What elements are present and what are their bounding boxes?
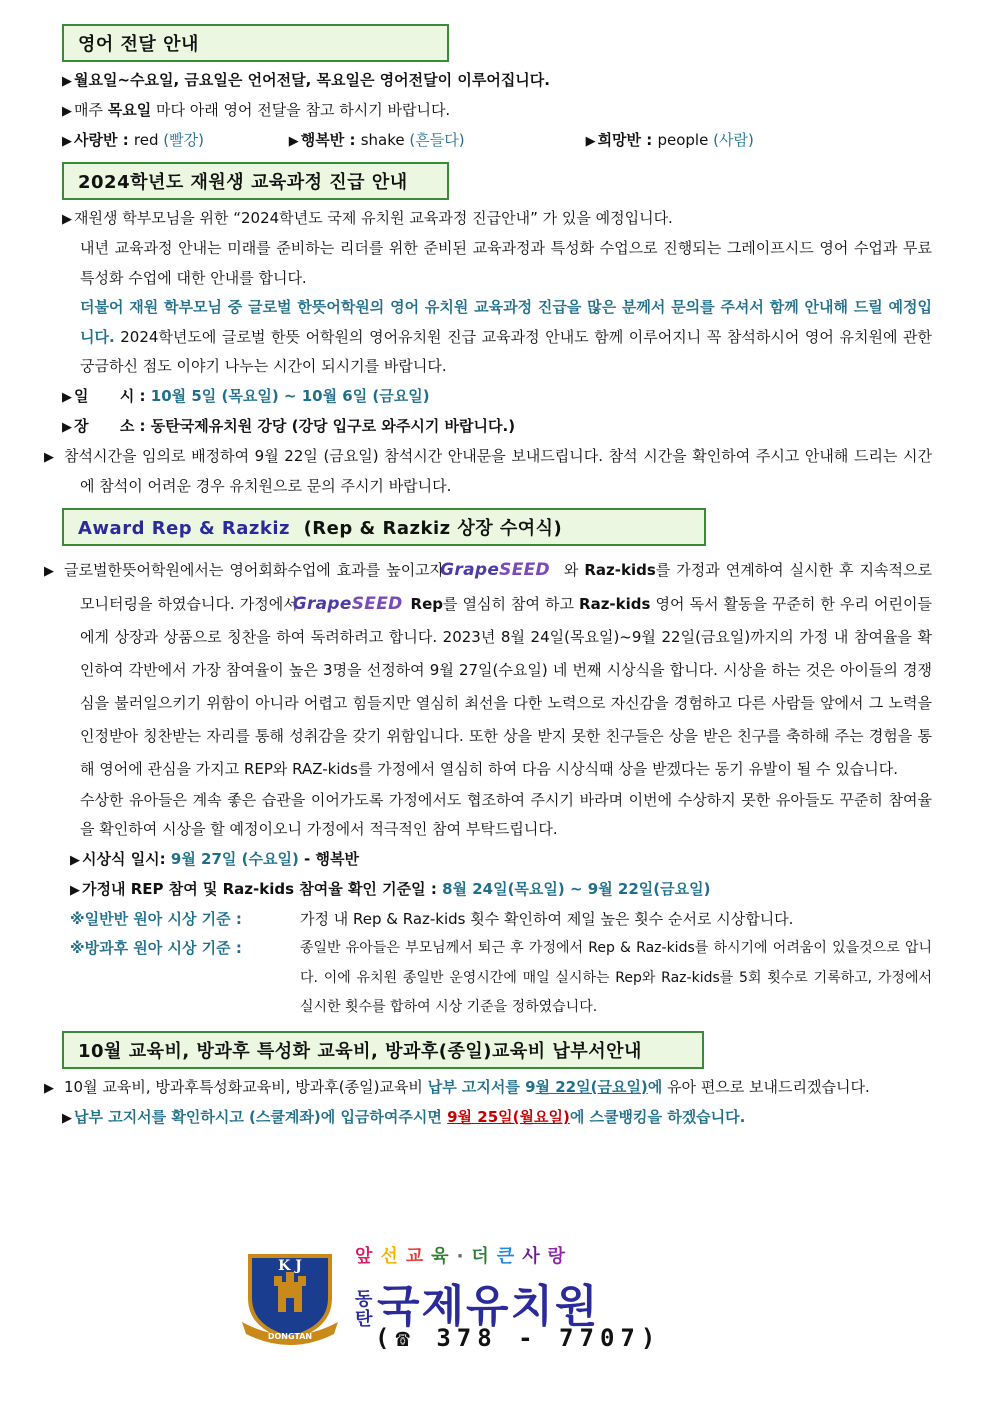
curriculum-desc: 내년 교육과정 안내는 미래를 준비하는 리더를 위한 준비된 교육과정과 특성화 수업으로 진행되는 그레이프시드 영어 수업과 무료 특성화 수업에 대한 안내를 합니다. [80, 239, 932, 287]
kindergarten-crest-icon [240, 1238, 340, 1346]
english-line-2: ▶ 매주 목요일 마다 아래 영어 전달을 참고 하시기 바랍니다. [62, 96, 932, 126]
triangle-bullet-icon: ▶ [62, 212, 72, 227]
curriculum-section [44, 162, 932, 502]
award-section-title: Award Rep & Razkiz (Rep & Razkiz 상장 수여식) [62, 508, 706, 546]
phone-number: (☎ 378 - 7707) [375, 1324, 662, 1352]
slogan-char: 사 [522, 1246, 548, 1267]
curriculum-notice: 더불어 재원 학부모님 중 글로벌 한뜻어학원의 영어 유치원 교육과정 진급을 많은 분께서 문의를 주셔서 함께 안내해 드릴 예정입니다. 2024학년도에 글로벌 한뜻 어학원의 영어유치원 진급 교육과정 안내도 함께 이루어지니 꼭 참석하시어 영어 유치원에 관한 궁금하신 점도 이야기 나누는 시간이 되시기를 바랍니다. [80, 298, 932, 375]
curriculum-intro: ▶ 재원생 학부모님을 위한 “2024학년도 국제 유치원 교육과정 진급안내” 가 있을 예정입니다. [62, 204, 932, 234]
triangle-bullet-icon: ▶ [288, 134, 299, 149]
triangle-bullet-icon: ▶ [62, 1111, 72, 1126]
class-sarang: ▶ 사랑반 : red (빨강) [62, 126, 284, 156]
curriculum-section-title: 2024학년도 재원생 교육과정 진급 안내 [62, 162, 449, 200]
award-encourage: 수상한 유아들은 계속 좋은 습관을 이어가도록 가정에서도 협조하여 주시기 바라며 이번에 수상하지 못한 유아들도 꾸준히 참여율을 확인하여 시상을 할 예정이오니 가정에서 적극적인 참여 부탁드립니다. [80, 790, 932, 838]
grapeseed-logo: GrapeSEED [440, 559, 550, 580]
payment-notice-1: ▶ 10월 교육비, 방과후특성화교육비, 방과후(종일)교육비 납부 고지서를 9월 22일(금요일)에 유아 편으로 보내드리겠습니다. [44, 1077, 870, 1096]
slogan-char: 선 [380, 1246, 406, 1267]
curriculum-date: ▶ 일 시 : 10월 5일 (목요일) ~ 10월 6일 (금요일) [62, 382, 932, 412]
triangle-bullet-icon: ▶ [62, 419, 72, 435]
triangle-bullet-icon: ▶ [585, 134, 596, 149]
class-haengbok: ▶ 행복반 : shake (흔들다) [289, 126, 581, 156]
payment-section-title: 10월 교육비, 방과후 특성화 교육비, 방과후(종일)교육비 납부서안내 [62, 1031, 704, 1069]
curriculum-time-notice: ▶ 참석시간을 임의로 배정하여 9월 22일 (금요일) 참석시간 안내문을 보내드립니다. 참석 시간을 확인하여 주시고 안내해 드리는 시간에 참석이 어려운 경우 유치원으로 문의 주시기 바랍니다. [44, 446, 932, 495]
award-description: ▶ 글로벌한뜻어학원에서는 영어회화수업에 효과를 높이고자 GrapeSEED 와 Raz-kids를 가정과 연계하여 실시한 후 지속적으로 모니터링을 하였습니다. 가정에서 GrapeSEED Rep를 열심히 참여 하고 Raz-kids 영어 독서 활동을 꾸준히 한 우리 어린이들에게 상장과 상품으로 칭찬을 하여 독려하려고 합니다. 2023년 8월 24일(목요일)~9월 22일(금요일)까지의 가정 내 참여율을 확인하여 각반에서 가장 참여율이 높은 3명을 선정하여 9월 27일(수요일) 네 번째 시상식을 합니다. 시상을 하는 것은 아이들의 경쟁심을 불러일으키기 위함이 아니라 어렵고 힘들지만 열심히 최선을 다한 노력으로 자신감을 경험하고 다른 사람들 앞에서 그 노력을 인정받아 칭찬받는 자리를 통해 성취감을 갖기 위함입니다. 또한 상을 받지 못한 친구들은 상을 받은 친구를 축하해 주는 경험을 통해 영어에 관심을 가지고 REP와 RAZ-kids를 가정에서 열심히 하여 다음 시상식때 상을 받겠다는 동기 유발이 될 수 있습니다. [62, 554, 932, 786]
newsletter-page [44, 24, 932, 1139]
crest-letters: K J [278, 1258, 302, 1274]
slogan-char: 랑 [547, 1246, 573, 1267]
english-section-title: 영어 전달 안내 [62, 24, 449, 62]
triangle-bullet-icon: ▶ [62, 134, 72, 149]
award-rule-regular: ※일반반 원아 시상 기준 : 가정 내 Rep & Raz-kids 횟수 확인하여 제일 높은 횟수 순서로 시상합니다. [70, 909, 794, 928]
english-classes-line [62, 126, 932, 156]
award-rule-afterschool: ※방과후 원아 시상 기준 : 종일반 유아들은 부모님께서 퇴근 후 가정에서 Rep & Raz-kids를 하시기에 어려움이 있을것으로 압니다. 이에 유치원 종일반 운영시간에 매일 실시하는 Rep와 Raz-kids를 5회 횟수로 기록하고, 가정에서 실시한 횟수를 합하여 시상 기준을 정하였습니다. [70, 939, 932, 1015]
triangle-bullet-icon: ▶ [62, 74, 72, 89]
english-section [62, 24, 932, 156]
curriculum-place: ▶ 장 소 : 동탄국제유치원 강당 (강당 입구로 와주시기 바랍니다.) [62, 412, 932, 442]
grapeseed-logo: GrapeSEED [292, 593, 403, 614]
kindergarten-name: 동 탄국제유치원 [355, 1281, 600, 1332]
slogan-char: · [456, 1246, 472, 1267]
triangle-bullet-icon: ▶ [62, 389, 72, 405]
triangle-bullet-icon: ▶ [62, 104, 72, 119]
slogan-char: 앞 [355, 1246, 381, 1267]
slogan [355, 1242, 573, 1268]
slogan-char: 큰 [496, 1246, 523, 1267]
award-section [44, 508, 932, 1023]
slogan-char: 더 [471, 1246, 497, 1267]
payment-notice-2: ▶ 납부 고지서를 확인하시고 (스쿨계좌)에 입금하여주시면 9월 25일(월요일)에 스쿨뱅킹을 하겠습니다. [62, 1103, 932, 1133]
class-huimang: ▶ 희망반 : people (사람) [586, 126, 754, 156]
award-date: ▶ 시상식 일시: 9월 27일 (수요일) - 행복반 [62, 845, 932, 875]
award-period: ▶ 가정내 REP 참여 및 Raz-kids 참여율 확인 기준일 : 8월 24일(목요일) ~ 9월 22일(금요일) [62, 875, 932, 905]
english-line-1: ▶ 월요일~수요일, 금요일은 언어전달, 목요일은 영어전달이 이루어집니다. [62, 66, 932, 96]
payment-section [44, 1031, 932, 1134]
slogan-char: 교 [405, 1246, 432, 1267]
triangle-bullet-icon: ▶ [70, 852, 80, 868]
slogan-char: 육 [431, 1246, 457, 1267]
kindergarten-logo [240, 1238, 700, 1352]
crest-band-text: DONGTAN [267, 1332, 313, 1341]
triangle-bullet-icon: ▶ [70, 882, 80, 898]
